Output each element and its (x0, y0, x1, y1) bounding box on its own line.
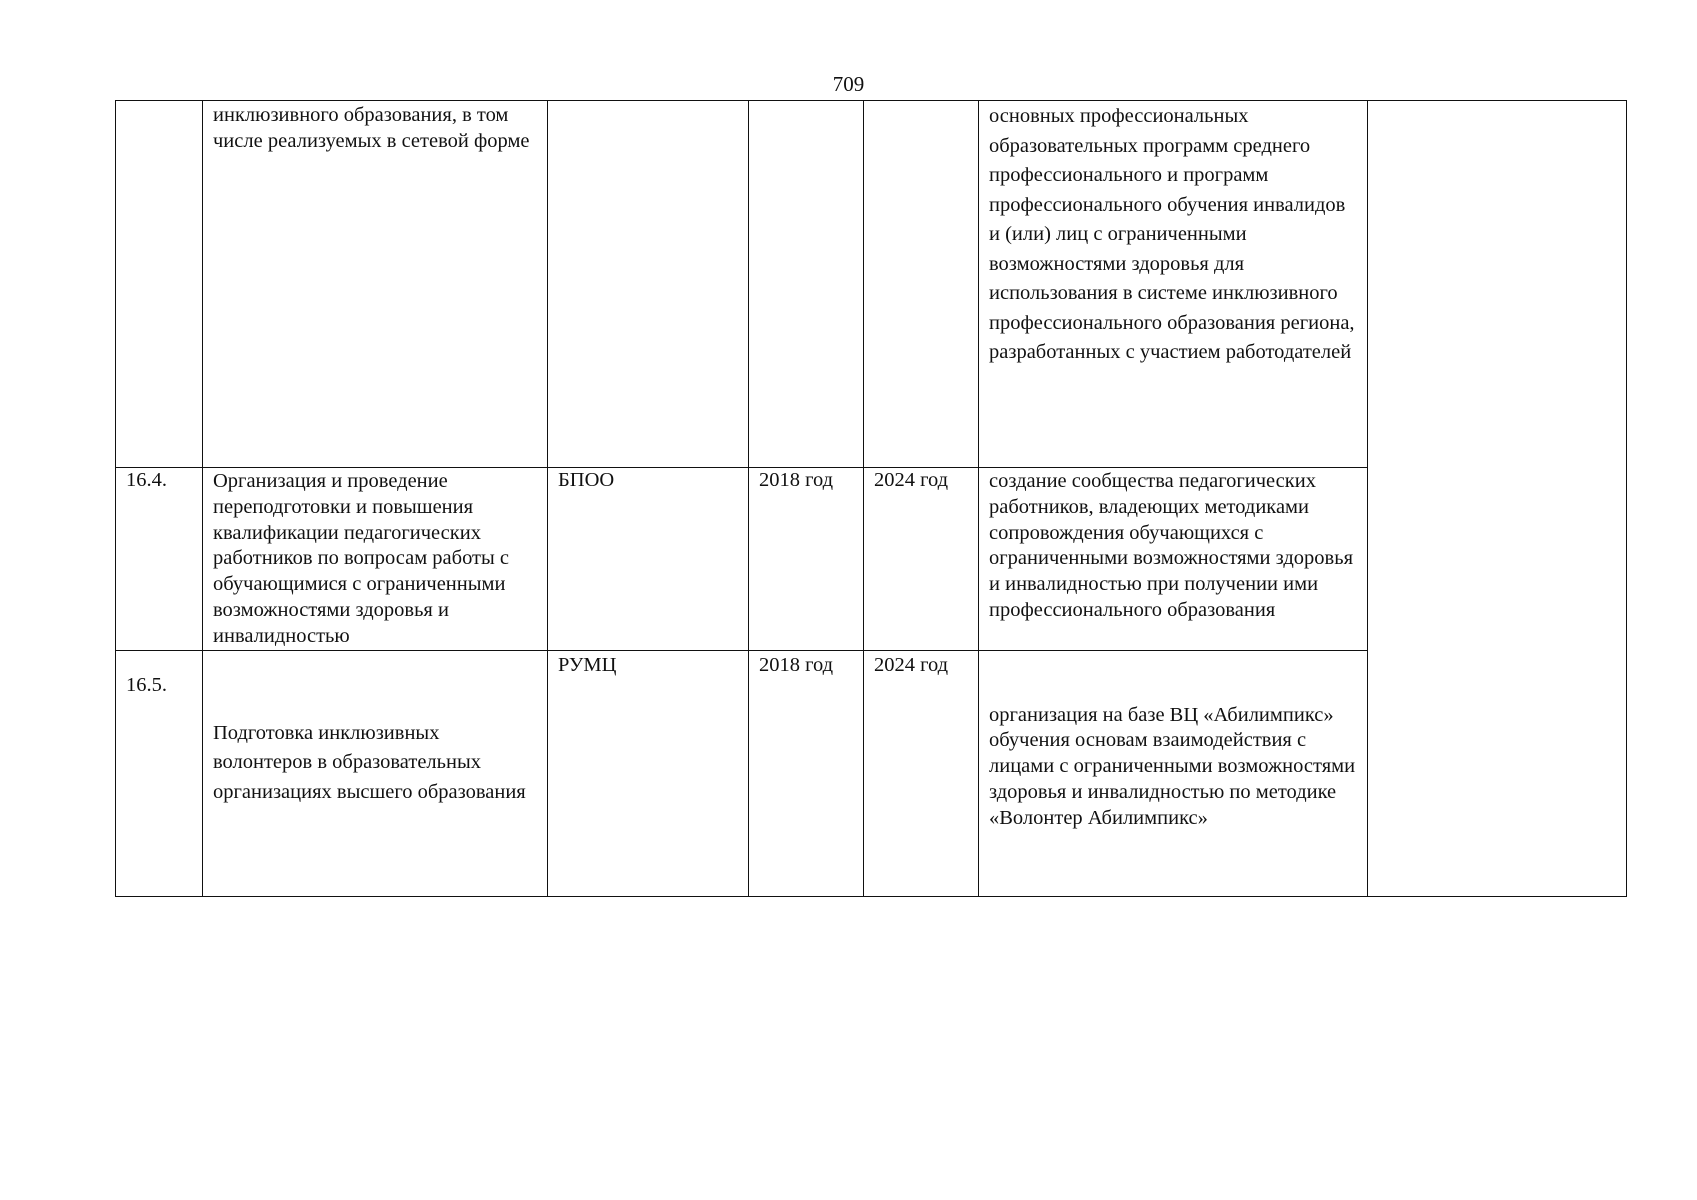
row-number-cell: 16.4. (116, 468, 203, 651)
activity-name-cell: инклюзивного образования, в том числе реализуемых в сетевой форме (203, 101, 548, 468)
responsible-cell (548, 101, 749, 468)
responsible-cell: БПОО (548, 468, 749, 651)
responsible-cell: РУМЦ (548, 650, 749, 896)
empty-merged-cell (1368, 101, 1627, 897)
end-date-cell: 2024 год (864, 650, 979, 896)
start-date-cell: 2018 год (749, 650, 864, 896)
end-date-cell: 2024 год (864, 468, 979, 651)
result-cell: организация на базе ВЦ «Абилимпикс» обучения основам взаимодействия с лицами с ограниченными возможностями здоровья и инвалидностью по методике «Волонтер Абилимпикс» (979, 650, 1368, 896)
activities-table (115, 100, 1627, 897)
start-date-cell (749, 101, 864, 468)
row-number-cell: 16.5. (116, 650, 203, 896)
activity-name-cell: Подготовка инклюзивных волонтеров в образовательных организациях высшего образования (203, 650, 548, 896)
page-number: 709 (832, 72, 865, 96)
result-cell: основных профессиональных образовательных программ среднего профессионального и программ профессионального обучения инвалидов и (или) лиц с ограниченными возможностями здоровья для использования в системе инклюзивного профессионального образования региона, разработанных с участием работодателей (979, 101, 1368, 468)
activity-name-cell: Организация и проведение переподготовки и повышения квалификации педагогических работников по вопросам работы с обучающимися с ограниченными возможностями здоровья и инвалидностью (203, 468, 548, 651)
end-date-cell (864, 101, 979, 468)
result-cell: создание сообщества педагогических работников, владеющих методиками сопровождения обучающихся с ограниченными возможностями здоровья и инвалидностью при получении ими профессионального образования (979, 468, 1368, 651)
start-date-cell: 2018 год (749, 468, 864, 651)
table-row (116, 101, 1627, 468)
row-number-cell (116, 101, 203, 468)
